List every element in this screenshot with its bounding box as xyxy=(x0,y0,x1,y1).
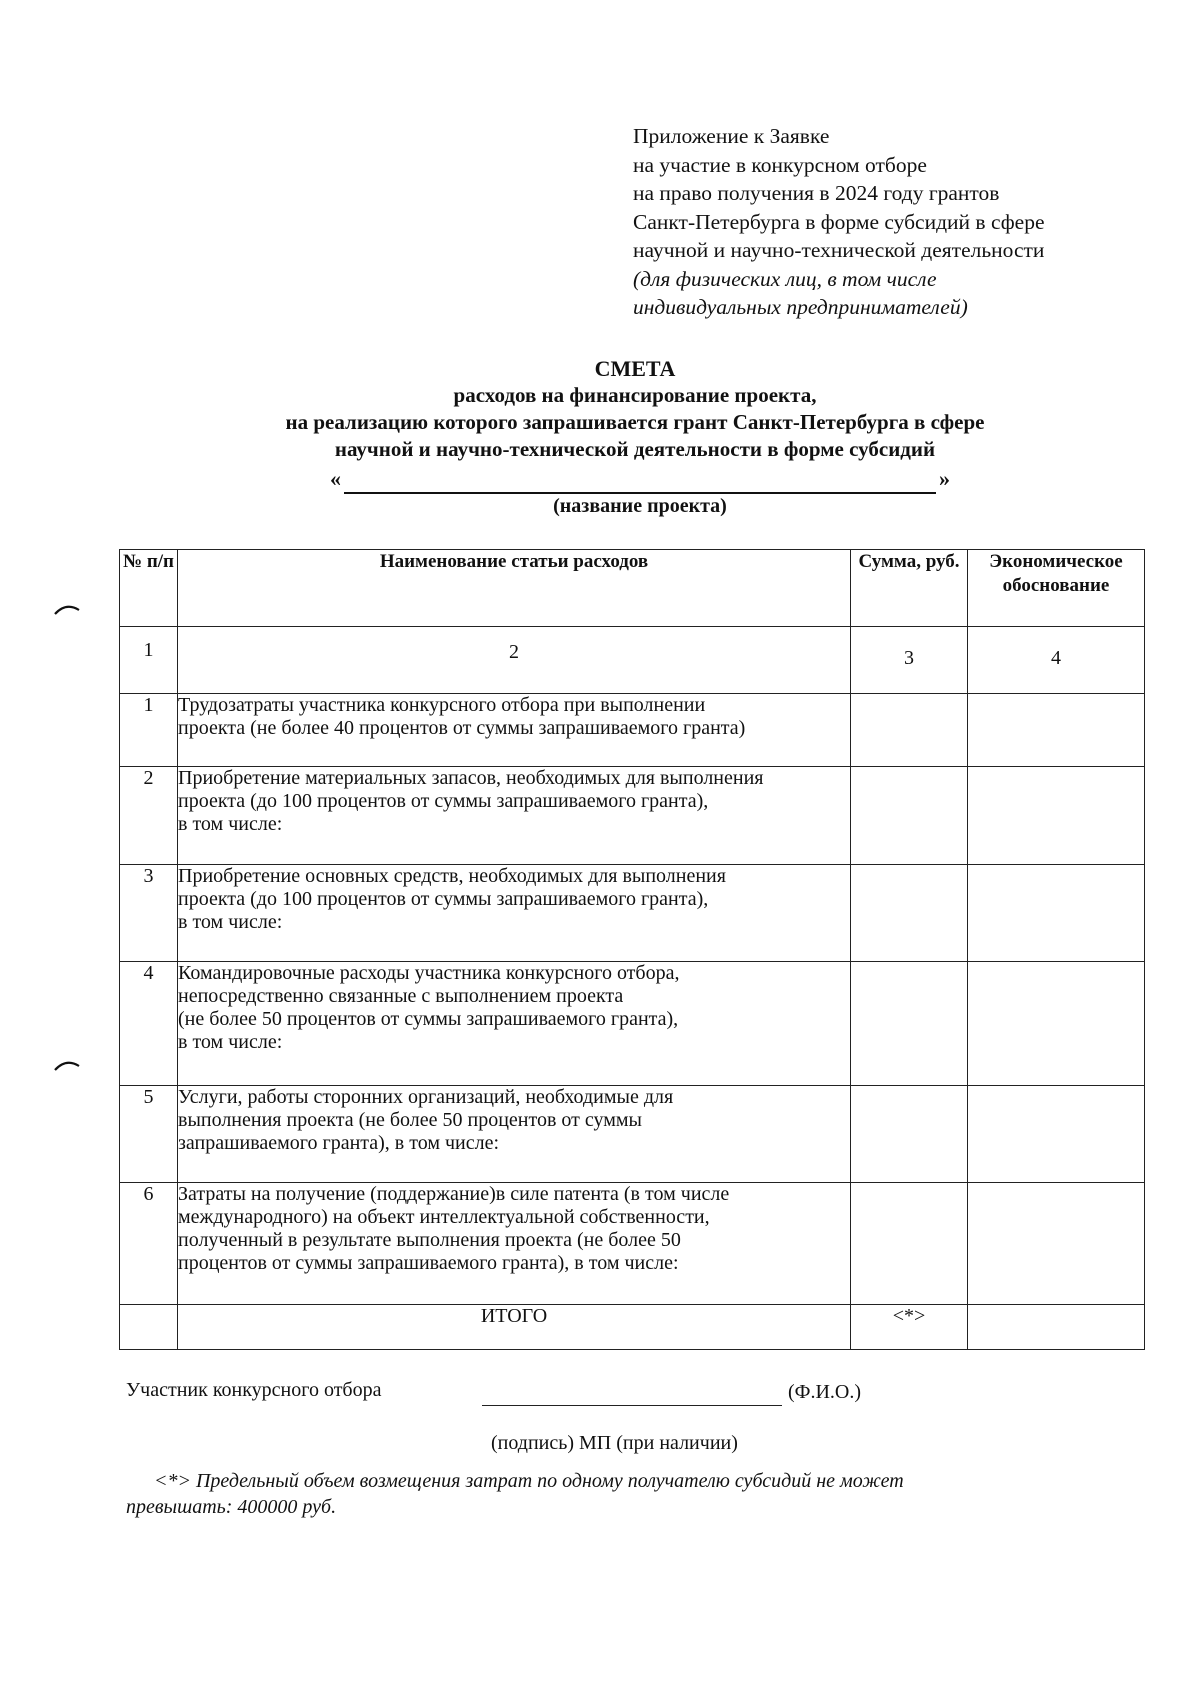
total-row xyxy=(120,1305,1145,1350)
row-text-line: Затраты на получение (поддержание)в силе патента (в том числе xyxy=(178,1183,730,1205)
total-amount: <*> xyxy=(851,1305,968,1350)
title-line: расходов на финансирование проекта, xyxy=(453,383,817,407)
row-text-line: Трудозатраты участника конкурсного отбора при выполнении xyxy=(178,694,706,716)
signature-line xyxy=(482,1405,782,1406)
total-justification-cell xyxy=(968,1305,1145,1350)
project-name-caption: (название проекта) xyxy=(553,495,727,517)
project-name-line xyxy=(344,492,936,494)
row-amount-cell xyxy=(851,962,968,1086)
row-amount-cell xyxy=(851,865,968,962)
document-title xyxy=(120,355,1150,463)
appendix-line: научной и научно-технической деятельности xyxy=(633,238,1045,262)
row-text-line: выполнения проекта (не более 50 процентов от суммы xyxy=(178,1109,642,1131)
row-justification-cell xyxy=(968,1086,1145,1183)
appendix-line: Приложение к Заявке xyxy=(633,124,830,148)
row-expense-name xyxy=(178,694,851,767)
row-expense-name xyxy=(178,962,851,1086)
row-text-line: международного) на объект интеллектуальной собственности, xyxy=(178,1206,710,1228)
row-text-line: Услуги, работы сторонних организаций, необходимые для xyxy=(178,1086,674,1108)
row-text-line: в том числе: xyxy=(178,1031,283,1053)
row-amount-cell xyxy=(851,1086,968,1183)
title-line: на реализацию которого запрашивается грант Санкт-Петербурга в сфере xyxy=(285,410,985,434)
appendix-line: на право получения в 2024 году грантов xyxy=(633,181,1000,205)
table-row xyxy=(120,1086,1145,1183)
column-number-row xyxy=(120,627,1145,694)
row-text-line: проекта (не более 40 процентов от суммы запрашиваемого гранта) xyxy=(178,717,746,739)
row-text-line: (не более 50 процентов от суммы запрашиваемого гранта), xyxy=(178,1008,679,1030)
column-number: 1 xyxy=(120,627,178,694)
footnote xyxy=(126,1468,1046,1520)
row-text-line: в том числе: xyxy=(178,813,283,835)
punch-hole-mark xyxy=(54,1058,80,1072)
column-number: 3 xyxy=(851,627,968,694)
appendix-header xyxy=(633,122,1153,322)
row-text-line: Приобретение материальных запасов, необходимых для выполнения xyxy=(178,767,764,789)
row-number: 3 xyxy=(120,865,178,962)
row-number: 5 xyxy=(120,1086,178,1183)
row-expense-name xyxy=(178,1183,851,1305)
footnote-line: превышать: 400000 руб. xyxy=(126,1496,337,1518)
row-justification-cell xyxy=(968,865,1145,962)
row-number: 2 xyxy=(120,767,178,865)
row-text-line: Командировочные расходы участника конкурсного отбора, xyxy=(178,962,680,984)
table-row xyxy=(120,767,1145,865)
row-justification-cell xyxy=(968,694,1145,767)
row-text-line: проекта (до 100 процентов от суммы запрашиваемого гранта), xyxy=(178,790,709,812)
total-number-cell xyxy=(120,1305,178,1350)
row-text-line: полученный в результате выполнения проекта (не более 50 xyxy=(178,1229,681,1251)
row-expense-name xyxy=(178,767,851,865)
project-name-field xyxy=(330,466,950,496)
table-header-row xyxy=(120,550,1145,627)
header-amount: Сумма, руб. xyxy=(851,550,968,627)
title-line: научной и научно-технической деятельности в форме субсидий xyxy=(334,437,936,461)
row-amount-cell xyxy=(851,694,968,767)
title-main: СМЕТА xyxy=(594,356,676,381)
appendix-italic-line: индивидуальных предпринимателей) xyxy=(633,295,968,319)
fio-label: (Ф.И.О.) xyxy=(788,1381,862,1403)
row-justification-cell xyxy=(968,962,1145,1086)
open-quote: « xyxy=(330,466,341,491)
close-quote: » xyxy=(939,466,950,491)
header-expense-name: Наименование статьи расходов xyxy=(178,550,851,627)
table-row xyxy=(120,865,1145,962)
header-number: № п/п xyxy=(120,550,178,627)
row-expense-name xyxy=(178,865,851,962)
total-label: ИТОГО xyxy=(178,1305,851,1350)
row-text-line: в том числе: xyxy=(178,911,283,933)
row-text-line: проекта (до 100 процентов от суммы запрашиваемого гранта), xyxy=(178,888,709,910)
row-amount-cell xyxy=(851,1183,968,1305)
appendix-italic-line: (для физических лиц, в том числе xyxy=(633,266,937,291)
table-row xyxy=(120,694,1145,767)
row-expense-name xyxy=(178,1086,851,1183)
participant-label: Участник конкурсного отбора xyxy=(126,1379,382,1401)
row-amount-cell xyxy=(851,767,968,865)
table-row xyxy=(120,962,1145,1086)
row-number: 6 xyxy=(120,1183,178,1305)
table-row xyxy=(120,1183,1145,1305)
header-justification: Экономическое обоснование xyxy=(968,550,1145,627)
row-justification-cell xyxy=(968,767,1145,865)
row-text-line: процентов от суммы запрашиваемого гранта), в том числе: xyxy=(178,1252,679,1274)
appendix-line: на участие в конкурсном отборе xyxy=(633,152,927,177)
column-number: 4 xyxy=(968,627,1145,694)
signature-block xyxy=(126,1375,1146,1475)
punch-hole-mark xyxy=(54,602,80,616)
row-number: 4 xyxy=(120,962,178,1086)
budget-table xyxy=(119,549,1145,1350)
row-number: 1 xyxy=(120,694,178,767)
row-text-line: непосредственно связанные с выполнением проекта xyxy=(178,985,624,1007)
row-text-line: Приобретение основных средств, необходимых для выполнения xyxy=(178,865,726,887)
signature-caption: (подпись) МП (при наличии) xyxy=(491,1432,738,1454)
row-text-line: запрашиваемого гранта), в том числе: xyxy=(178,1132,500,1154)
appendix-line: Санкт-Петербурга в форме субсидий в сфере xyxy=(633,209,1045,234)
column-number: 2 xyxy=(178,627,851,694)
footnote-line: <*> Предельный объем возмещения затрат по одному получателю субсидий не может xyxy=(154,1470,904,1492)
row-justification-cell xyxy=(968,1183,1145,1305)
